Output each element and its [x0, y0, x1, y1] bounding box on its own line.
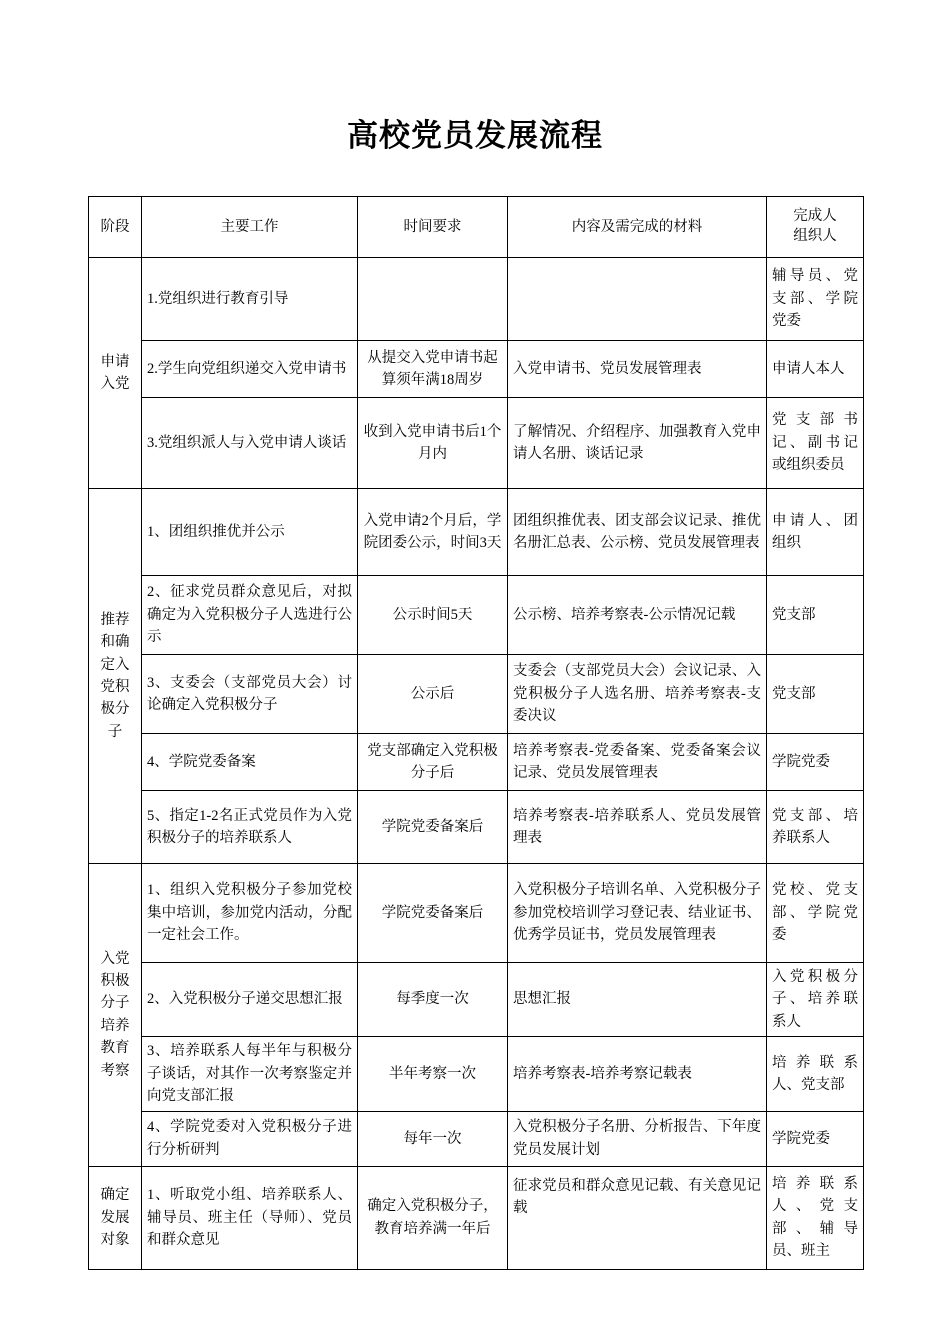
person-cell: 培养联系人、党支部: [767, 1037, 864, 1111]
material-cell: 支委会（支部党员大会）会议记录、入党积极分子人选名册、培养考察表-支委决议: [508, 655, 767, 734]
work-cell: 2、入党积极分子递交思想汇报: [142, 963, 358, 1037]
person-cell: 入党积极分子、培养联系人: [767, 963, 864, 1037]
work-cell: 1.党组织进行教育引导: [142, 258, 358, 341]
person-cell: 学院党委: [767, 734, 864, 791]
party-member-development-flow-table: [88, 196, 864, 1270]
time-cell: 每年一次: [358, 1111, 508, 1166]
work-cell: 2.学生向党组织递交入党申请书: [142, 341, 358, 398]
stage-cell-target: 确定发展对象: [89, 1166, 142, 1269]
work-cell: 4、学院党委备案: [142, 734, 358, 791]
person-cell: 党校、党支部、学院党委: [767, 864, 864, 963]
work-cell: 3.党组织派人与入党申请人谈话: [142, 398, 358, 489]
flow-table-container: [88, 196, 863, 1270]
column-header-work: 主要工作: [142, 197, 358, 258]
material-cell: 培养考察表-培养联系人、党员发展管理表: [508, 791, 767, 864]
stage-cell-apply: 申请入党: [89, 258, 142, 489]
person-cell: 学院党委: [767, 1111, 864, 1166]
table-body: [89, 258, 864, 1270]
material-cell: 征求党员和群众意见记载、有关意见记载: [508, 1166, 767, 1269]
time-cell: [358, 258, 508, 341]
time-cell: 每季度一次: [358, 963, 508, 1037]
material-cell: 培养考察表-培养考察记载表: [508, 1037, 767, 1111]
time-cell: 学院党委备案后: [358, 864, 508, 963]
table-row: [89, 791, 864, 864]
time-cell: 公示时间5天: [358, 576, 508, 655]
table-row: [89, 655, 864, 734]
time-cell: 收到入党申请书后1个月内: [358, 398, 508, 489]
page-title: 高校党员发展流程: [347, 118, 603, 153]
person-cell: 辅导员、党支部、学院党委: [767, 258, 864, 341]
time-cell: 从提交入党申请书起算须年满18周岁: [358, 341, 508, 398]
work-cell: 1、听取党小组、培养联系人、辅导员、班主任（导师）、党员和群众意见: [142, 1166, 358, 1269]
time-cell: 确定入党积极分子，教育培养满一年后: [358, 1166, 508, 1269]
table-row: [89, 1166, 864, 1269]
person-cell: 培养联系人、党支部、辅导员、班主: [767, 1166, 864, 1269]
column-header-material: 内容及需完成的材料: [508, 197, 767, 258]
material-cell: 公示榜、培养考察表-公示情况记载: [508, 576, 767, 655]
table-row: [89, 864, 864, 963]
material-cell: 入党积极分子培训名单、入党积极分子参加党校培训学习登记表、结业证书、优秀学员证书，党员发展管理表: [508, 864, 767, 963]
work-cell: 1、组织入党积极分子参加党校集中培训，参加党内活动，分配一定社会工作。: [142, 864, 358, 963]
time-cell: 入党申请2个月后，学院团委公示，时间3天: [358, 489, 508, 576]
time-cell: 公示后: [358, 655, 508, 734]
work-cell: 2、征求党员群众意见后，对拟确定为入党积极分子人选进行公示: [142, 576, 358, 655]
time-cell: 党支部确定入党积极分子后: [358, 734, 508, 791]
table-row: [89, 398, 864, 489]
person-cell: 申请人本人: [767, 341, 864, 398]
column-header-person-line2: 组织人: [793, 228, 837, 244]
stage-cell-recommend: 推荐和确定入党积极分子: [89, 489, 142, 864]
material-cell: 培养考察表-党委备案、党委备案会议记录、党员发展管理表: [508, 734, 767, 791]
person-cell: 党支部: [767, 576, 864, 655]
table-row: [89, 489, 864, 576]
column-header-stage: 阶段: [89, 197, 142, 258]
column-header-person-line1: 完成人: [793, 208, 837, 225]
table-row: [89, 576, 864, 655]
table-header: [89, 197, 864, 258]
column-header-time: 时间要求: [358, 197, 508, 258]
table-row: [89, 963, 864, 1037]
material-cell: 团组织推优表、团支部会议记录、推优名册汇总表、公示榜、党员发展管理表: [508, 489, 767, 576]
person-cell: 申请人、团组织: [767, 489, 864, 576]
work-cell: 5、指定1-2名正式党员作为入党积极分子的培养联系人: [142, 791, 358, 864]
material-cell: 了解情况、介绍程序、加强教育入党申请人名册、谈话记录: [508, 398, 767, 489]
material-cell: 入党积极分子名册、分析报告、下年度党员发展计划: [508, 1111, 767, 1166]
table-row: [89, 1111, 864, 1166]
material-cell: [508, 258, 767, 341]
work-cell: 3、培养联系人每半年与积极分子谈话，对其作一次考察鉴定并向党支部汇报: [142, 1037, 358, 1111]
person-cell: 党支部: [767, 655, 864, 734]
time-cell: 学院党委备案后: [358, 791, 508, 864]
work-cell: 3、支委会（支部党员大会）讨论确定入党积极分子: [142, 655, 358, 734]
table-row: [89, 341, 864, 398]
table-row: [89, 258, 864, 341]
stage-cell-training: 入党积极分子培养教育考察: [89, 864, 142, 1167]
table-row: [89, 734, 864, 791]
table-header-row: [89, 197, 864, 258]
person-cell: 党支部、培养联系人: [767, 791, 864, 864]
material-cell: 入党申请书、党员发展管理表: [508, 341, 767, 398]
material-cell: 思想汇报: [508, 963, 767, 1037]
work-cell: 1、团组织推优并公示: [142, 489, 358, 576]
table-row: [89, 1037, 864, 1111]
work-cell: 4、学院党委对入党积极分子进行分析研判: [142, 1111, 358, 1166]
time-cell: 半年考察一次: [358, 1037, 508, 1111]
column-header-person: [767, 197, 864, 258]
person-cell: 党支部书记、副书记或组织委员: [767, 398, 864, 489]
